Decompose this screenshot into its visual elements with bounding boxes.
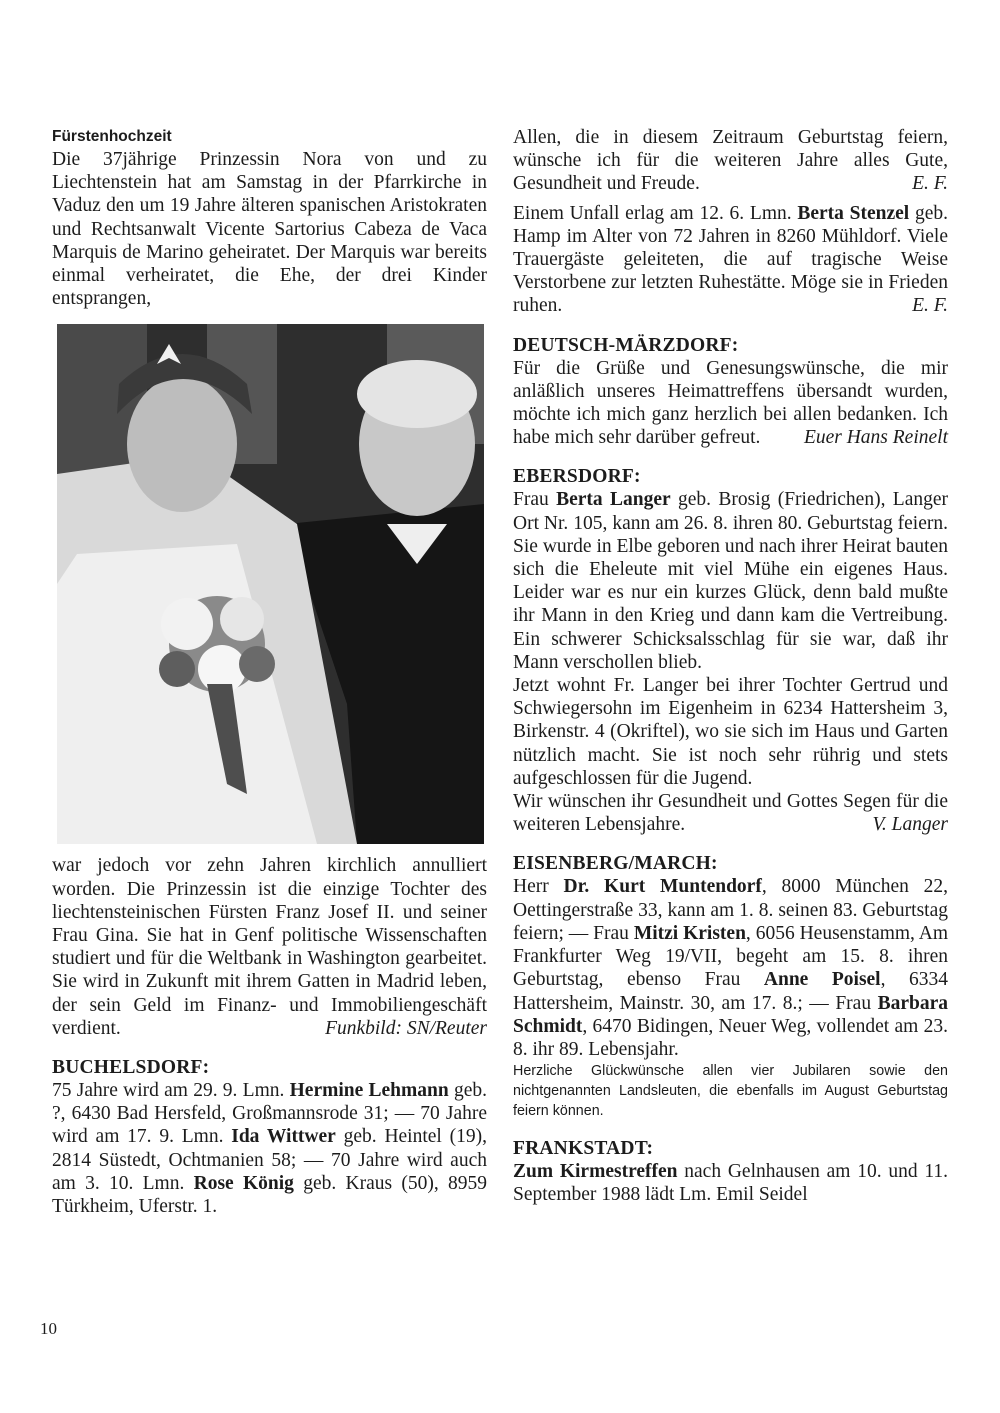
page-number: 10 bbox=[40, 1319, 57, 1338]
section-heading-frankstadt: FRANKSTADT: bbox=[513, 1138, 654, 1160]
ebersdorf-text-1: Frau bbox=[513, 489, 557, 511]
birthday-wishes bbox=[513, 126, 948, 196]
name-kurt-muntendorf: Dr. Kurt Muntendorf bbox=[563, 876, 762, 898]
section-heading-eisenberg-march: EISENBERG/MARCH: bbox=[513, 853, 718, 875]
ebersdorf-text-p2: Jetzt wohnt Fr. Langer bei ihrer Tochter Gertrud und Schwiegersohn im Eigenheim in 6234 Hattersheim 3, Birkenstr. 4 (Okriftel), wo sie sich im Haus und Garten nützlich macht. Sie ist noch sehr rührig und stets aufgeschlossen für die Jugend. bbox=[513, 675, 948, 789]
name-anne-poisel: Anne Poisel bbox=[763, 969, 881, 991]
wedding-photo bbox=[57, 324, 484, 844]
ebersdorf-text-2: geb. Brosig (Friedrichen), Langer Ort Nr. 105, kann am 26. 8. ihren 80. Geburtstag feiern. Sie wurde in Elbe geboren und nach ihrer Heirat bauten sich die Eheleute mit viel Mühe ein eigenes Haus. Leider war es nur ein kurzes Glück, denn bald mußte ihr Mann in den Krieg und dann kam die Vertreibung. Ein schwerer Schicksalsschlag für sie war, daß ihr Mann verschollen blieb. bbox=[513, 489, 948, 673]
section-heading-buchelsdorf: BUCHELSDORF: bbox=[52, 1057, 210, 1079]
frankstadt-text bbox=[513, 1160, 948, 1206]
photo-credit: Funkbild: SN/Reuter bbox=[325, 1017, 487, 1039]
right-column bbox=[513, 126, 948, 1207]
obituary-text-1: Einem Unfall erlag am 12. 6. Lmn. bbox=[513, 202, 798, 224]
section-heading-ebersdorf: EBERSDORF: bbox=[513, 466, 641, 488]
name-barbara-schmidt: Barbara Schmidt bbox=[513, 992, 948, 1037]
name-berta-stenzel: Berta Stenzel bbox=[797, 202, 910, 224]
frankstadt-event-name: Zum Kirmestreffen bbox=[513, 1161, 678, 1183]
buchelsdorf-text bbox=[52, 1079, 487, 1218]
deutsch-maerzdorf-body: Für die Grüße und Genesungswünsche, die mir anläßlich unseres Heimattreffens übersandt wurden, möchte ich mich ganz herzlich bei allen bedanken. Ich habe mich sehr darüber gefreut. bbox=[513, 357, 948, 449]
ebersdorf-text-3: Wir wünschen ihr Gesundheit und Gottes Segen für die weiteren Lebensjahre. bbox=[513, 791, 948, 836]
name-berta-langer: Berta Langer bbox=[556, 489, 671, 511]
signature-hans-reinelt: Euer Hans Reinelt bbox=[803, 427, 948, 449]
name-rose-koenig: Rose König bbox=[193, 1172, 294, 1194]
wedding-photo-illustration bbox=[57, 324, 484, 844]
section-heading-deutsch-maerzdorf: DEUTSCH-MÄRZDORF: bbox=[513, 334, 739, 356]
obituary-text-2: geb. Hamp im Alter von 72 Jahren in 8260 Mühldorf. Viele Trauergäste geleiteten, die auf tragische Weise Verstorbene zur letzten Ruhestätte. Möge sie in Frieden ruhen. bbox=[513, 202, 948, 317]
eisenberg-text-2: , 8000 München 22, Oettingerstraße 33, kann am 1. 8. seinen 83. Geburtstag feiern; — Frau bbox=[513, 876, 948, 944]
article-continued-text: war jedoch vor zehn Jahren kirchlich annulliert worden. Die Prinzessin ist die einzige Tochter des liechtensteinischen Fürsten Franz Josef II. und seiner Frau Gina. Sie hat in Genf politische Wissenschaften studiert und für die Weltbank in Washington gearbeitet. Sie wird in Zukunft mit ihrem Gatten in Madrid leben, der sein Geld im Finanz- und Immobiliengeschäft verdient. bbox=[52, 855, 487, 1039]
article-heading: Fürstenhochzeit bbox=[52, 128, 172, 145]
obituary bbox=[513, 202, 948, 318]
name-mitzi-kristen: Mitzi Kristen bbox=[633, 922, 746, 944]
article-intro: Die 37jährige Prinzessin Nora von und zu Liechtenstein hat am Samstag in der Pfarrkirche in Vaduz den um 19 Jahre älteren spanischen Aristokraten und Rechtsanwalt Vicente Sartorius Cabeza de Vaca Marquis de Marino geheiratet. Der Marquis war bereits einmal verheiratet, die Ehe, der drei Kinder entsprangen, bbox=[52, 149, 487, 310]
eisenberg-text-4: , 6334 Hattersheim, Mainstr. 30, am 17. 8.; — Frau bbox=[513, 969, 949, 1014]
buchelsdorf-text-4: geb. Kraus (50), 8959 Türkheim, Uferstr. 1. bbox=[52, 1172, 488, 1218]
eisenberg-text-5: , 6470 Bidingen, Neuer Weg, vollendet am 23. 8. ihr 89. Lebensjahr. bbox=[513, 1015, 948, 1060]
birthday-wishes-text: Allen, die in diesem Zeitraum Geburtstag feiern, wünsche ich für die weiteren Jahre alles Gute, Gesundheit und Freude. bbox=[513, 127, 948, 195]
eisenberg-congratulations: Herzliche Glückwünsche allen vier Jubilaren sowie den nichtgenannten Landsleuten, die ebenfalls im August Geburtstag feiern können. bbox=[513, 1063, 948, 1120]
buchelsdorf-text-3: geb. Heintel (19), 2814 Süstedt, Ochtmanien 58; — 70 Jahre wird auch am 3. 10. Lmn. bbox=[52, 1126, 487, 1194]
buchelsdorf-text-2: geb. ?, 6430 Bad Hersfeld, Großmannsrode 31; — 70 Jahre wird am 17. 9. Lmn. bbox=[52, 1080, 487, 1148]
article-continued bbox=[52, 854, 487, 1040]
deutsch-maerzdorf-text bbox=[513, 357, 948, 450]
signature-ef-2: E. F. bbox=[912, 295, 948, 317]
ebersdorf-text-p1 bbox=[513, 488, 948, 674]
name-ida-wittwer: Ida Wittwer bbox=[231, 1126, 336, 1148]
signature-ef-1: E. F. bbox=[912, 173, 948, 195]
signature-v-langer: V. Langer bbox=[872, 814, 948, 836]
eisenberg-text-3: , 6056 Heusenstamm, Am Frankfurter Weg 19/VII, begeht am 15. 8. ihren Geburtstag, ebenso Frau bbox=[513, 922, 948, 991]
left-column bbox=[52, 126, 487, 1218]
name-hermine-lehmann: Hermine Lehmann bbox=[289, 1080, 449, 1102]
frankstadt-text-1: nach Gelnhausen am 10. und 11. September 1988 lädt Lm. Emil Seidel bbox=[513, 1161, 948, 1206]
buchelsdorf-text-1: 75 Jahre wird am 29. 9. Lmn. bbox=[52, 1080, 290, 1102]
eisenberg-text-1: Herr bbox=[513, 876, 564, 898]
eisenberg-text bbox=[513, 875, 948, 1061]
ebersdorf-text-p3 bbox=[513, 790, 948, 836]
